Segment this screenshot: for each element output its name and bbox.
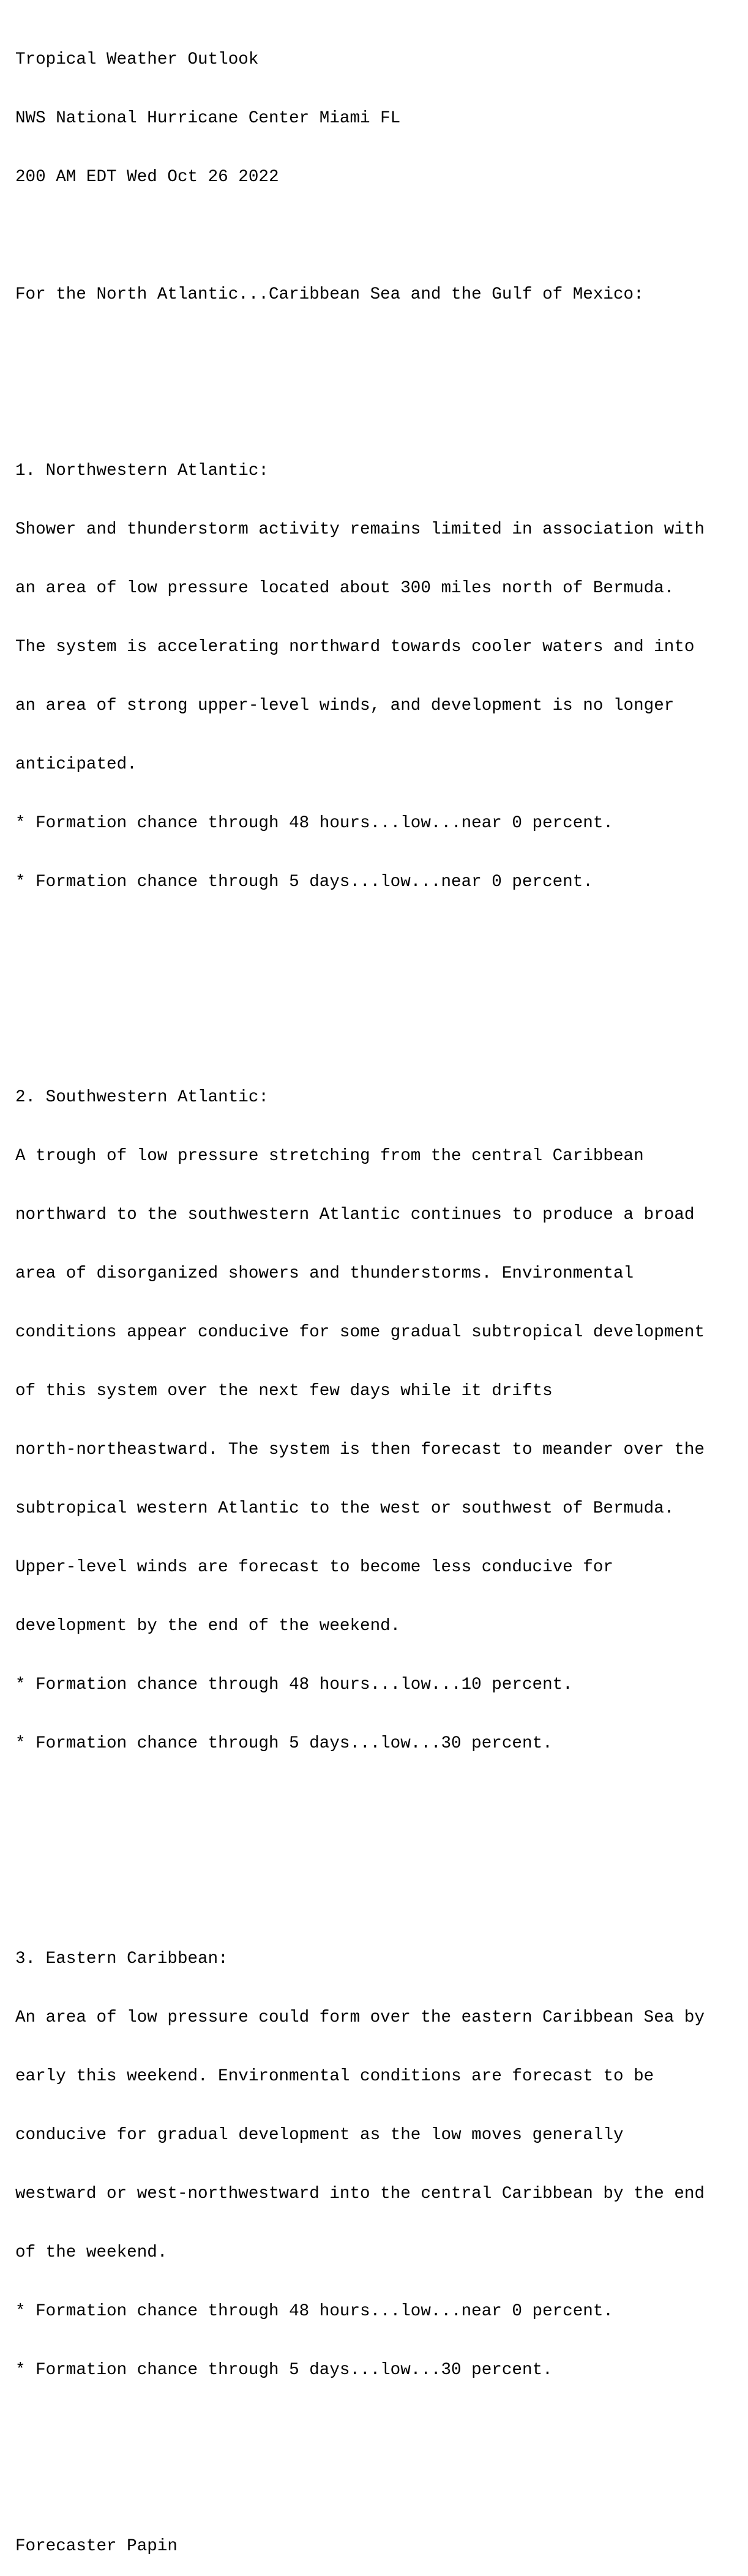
area-heading: 2. Southwestern Atlantic: [15,1088,269,1107]
area-text-line: northward to the southwestern Atlantic continues to produce a broad [15,1205,695,1224]
blank-line [15,2459,744,2478]
area-text-line: conducive for gradual development as the low moves generally [15,2126,624,2145]
outlook-document [15,11,744,2576]
area-text-line: Shower and thunderstorm activity remains limited in association with [15,520,705,539]
area-text-line: an area of low pressure located about 300 miles north of Bermuda. [15,579,675,598]
area-text-line: The system is accelerating northward towards cooler waters and into [15,638,695,657]
formation-chance-48h: * Formation chance through 48 hours...low...near 0 percent. [15,2302,613,2321]
formation-chance-48h: * Formation chance through 48 hours...low...10 percent. [15,1675,573,1694]
area-heading: 3. Eastern Caribbean: [15,1949,228,1968]
area-section-2 [15,1049,744,1793]
area-text-line: north-northeastward. The system is then forecast to meander over the [15,1440,705,1459]
blank-line [15,970,744,990]
issuing-office: NWS National Hurricane Center Miami FL [15,109,401,128]
blank-line [15,344,744,363]
area-text-line: of the weekend. [15,2243,168,2262]
area-text-line: an area of strong upper-level winds, and development is no longer [15,696,675,715]
area-section-1 [15,422,744,931]
area-text-line: development by the end of the weekend. [15,1617,401,1636]
area-text-line: An area of low pressure could form over the eastern Caribbean Sea by [15,2008,705,2027]
blank-line [15,1832,744,1852]
formation-chance-5d: * Formation chance through 5 days...low...30 percent. [15,1734,553,1753]
area-text-line: Upper-level winds are forecast to become less conducive for [15,1558,613,1577]
formation-chance-5d: * Formation chance through 5 days...low...near 0 percent. [15,873,593,892]
intro-line: For the North Atlantic...Caribbean Sea and the Gulf of Mexico: [15,285,644,304]
area-text-line: conditions appear conducive for some gradual subtropical development [15,1323,705,1342]
area-heading: 1. Northwestern Atlantic: [15,461,269,480]
area-text-line: subtropical western Atlantic to the west or southwest of Bermuda. [15,1499,675,1518]
document-title: Tropical Weather Outlook [15,50,259,69]
area-section-3 [15,1910,744,2419]
area-text-line: area of disorganized showers and thunderstorms. Environmental [15,1264,634,1283]
formation-chance-48h: * Formation chance through 48 hours...low...near 0 percent. [15,814,613,833]
area-text-line: of this system over the next few days while it drifts [15,1382,553,1401]
area-text-line: A trough of low pressure stretching from the central Caribbean [15,1147,644,1166]
area-text-line: early this weekend. Environmental conditions are forecast to be [15,2067,654,2086]
issue-time: 200 AM EDT Wed Oct 26 2022 [15,168,279,187]
forecaster-signature: Forecaster Papin [15,2537,178,2556]
area-text-line: anticipated. [15,755,137,774]
area-text-line: westward or west-northwestward into the central Caribbean by the end [15,2184,705,2203]
blank-line [15,226,744,246]
formation-chance-5d: * Formation chance through 5 days...low...30 percent. [15,2361,553,2380]
